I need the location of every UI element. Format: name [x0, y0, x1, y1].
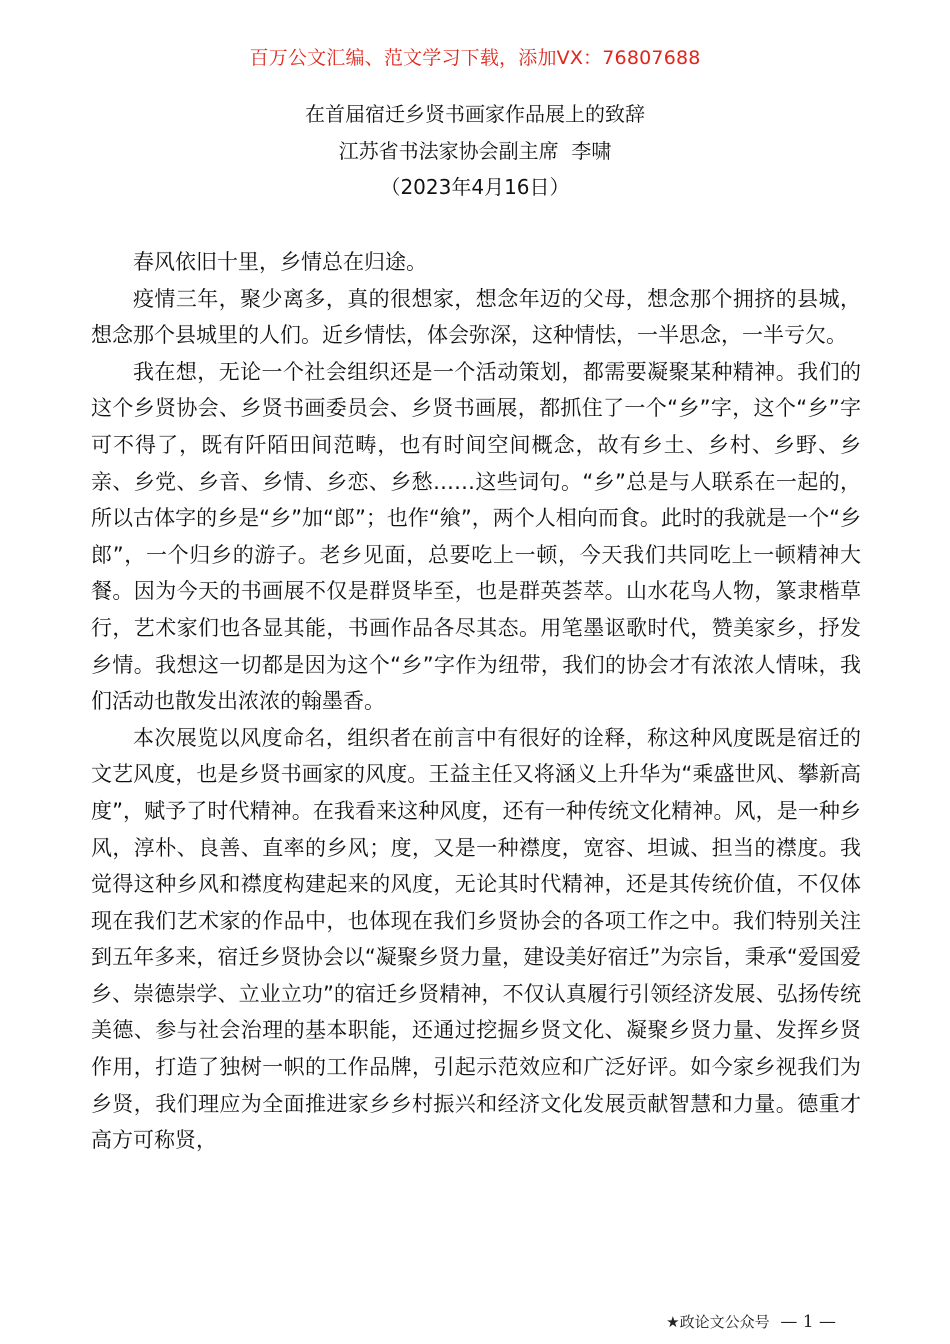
header-banner: 百万公文汇编、范文学习下载，添加VX：76807688 — [249, 47, 701, 69]
document-title: 在首届宿迁乡贤书画家作品展上的致辞 — [305, 102, 645, 126]
paragraph: 我在想，无论一个社会组织还是一个活动策划，都需要凝聚某种精神。我们的这个乡贤协会、乡贤书画委员会、乡贤书画展，都抓住了一个“乡”字，这个“乡”字可不得了，既有阡陌田间范畴，也有时间空间概念，故有乡土、乡村、乡野、乡亲、乡党、乡音、乡情、乡恋、乡愁……这些词句。“乡”总是与人联系在一起的，所以古体字的乡是“乡”加“郎”；也作“飨”，两个人相向而食。此时的我就是一个“乡郎”，一个归乡的游子。老乡见面，总要吃上一顿，今天我们共同吃上一顿精神大餐。因为今天的书画展不仅是群贤毕至，也是群英荟萃。山水花鸟人物，篆隶楷草行，艺术家们也各显其能，书画作品各尽其态。用笔墨讴歌时代，赞美家乡，抒发乡情。我想这一切都是因为这个“乡”字作为纽带，我们的协会才有浓浓人情味，我们活动也散发出浓浓的翰墨香。 — [91, 359, 861, 714]
page-footer — [666, 1310, 836, 1334]
paragraph: 疫情三年，聚少离多，真的很想家，想念年迈的父母，想念那个拥挤的县城，想念那个县城里的人们。近乡情怯，体会弥深，这种情怯，一半思念，一半亏欠。 — [91, 286, 861, 348]
date-line: （2023年4月16日） — [380, 175, 570, 199]
footer-label: ★政论文公众号 — [666, 1313, 770, 1331]
author-line: 江苏省书法家协会副主席 李啸 — [338, 139, 612, 163]
page-number: — 1 — — [780, 1312, 836, 1332]
paragraph: 春风依旧十里，乡情总在归途。 — [133, 250, 427, 274]
document-body — [91, 244, 861, 1159]
paragraph: 本次展览以风度命名，组织者在前言中有很好的诠释，称这种风度既是宿迁的文艺风度，也是乡贤书画家的风度。王益主任又将涵义上升华为“乘盛世风、攀新高度”，赋予了时代精神。在我看来这种风度，还有一种传统文化精神。风，是一种乡风，淳朴、良善、直率的乡风；度，又是一种襟度，宽容、坦诚、担当的襟度。我觉得这种乡风和襟度构建起来的风度，无论其时代精神，还是其传统价值，不仅体现在我们艺术家的作品中，也体现在我们乡贤协会的各项工作之中。我们特别关注到五年多来，宿迁乡贤协会以“凝聚乡贤力量，建设美好宿迁”为宗旨，秉承“爱国爱乡、崇德崇学、立业立功”的宿迁乡贤精神，不仅认真履行引领经济发展、弘扬传统美德、参与社会治理的基本职能，还通过挖掘乡贤文化、凝聚乡贤力量、发挥乡贤作用，打造了独树一帜的工作品牌，引起示范效应和广泛好评。如今家乡视我们为乡贤，我们理应为全面推进家乡乡村振兴和经济文化发展贡献智慧和力量。德重才高方可称贤， — [91, 725, 861, 1153]
